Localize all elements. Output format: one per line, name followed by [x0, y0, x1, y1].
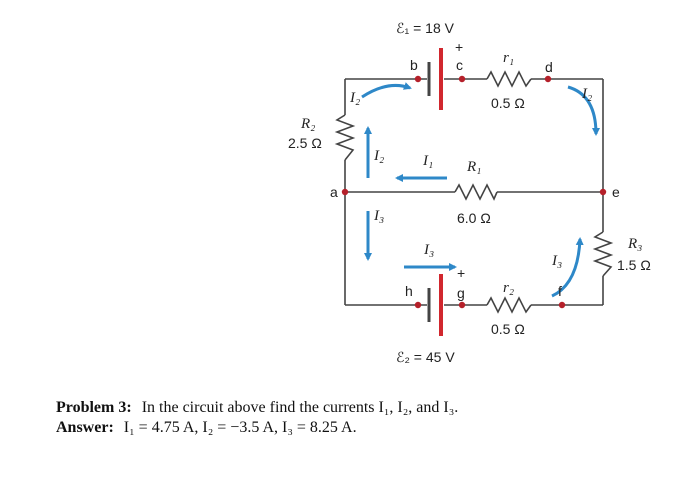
problem-statement [56, 398, 676, 438]
answer-heading: Answer: [56, 419, 114, 436]
node-a-dot [342, 189, 348, 195]
current-label-top-right: I₂ [582, 86, 593, 102]
emf2-label: ℰ₂ = 45 V [396, 349, 455, 365]
node-f-label: f [558, 283, 562, 299]
R3-value: 1.5 Ω [617, 257, 651, 273]
current-label-left-up: I₂ [374, 148, 385, 164]
R1-value: 6.0 Ω [457, 210, 491, 226]
current-label-top-left: I₂ [350, 90, 361, 106]
resistor-R3 [595, 232, 611, 276]
current-label-left-down: I₃ [374, 208, 385, 224]
resistor-r1 [487, 72, 531, 86]
answer-line [56, 418, 676, 438]
current-label-bottom: I₃ [424, 242, 435, 258]
wires [345, 79, 603, 305]
R1-name: R₁ [467, 159, 482, 175]
node-e-dot [600, 189, 606, 195]
r2-value: 0.5 Ω [491, 321, 525, 337]
node-b-dot [415, 76, 421, 82]
emf2-plus: + [457, 265, 466, 281]
node-f-dot [559, 302, 565, 308]
r1-name: r₁ [503, 50, 515, 66]
arrow-top-left [362, 85, 410, 97]
R2-value: 2.5 Ω [288, 135, 322, 151]
r2-name: r₂ [503, 280, 515, 296]
emf1-plus: + [455, 39, 464, 55]
battery-emf2 [429, 274, 441, 336]
emf1-label: ℰ₁ = 18 V [396, 20, 454, 36]
R2-name: R₂ [301, 116, 316, 132]
node-d-label: d [545, 59, 553, 75]
node-e-label: e [612, 184, 620, 200]
node-h-label: h [405, 283, 413, 299]
node-a-label: a [330, 184, 338, 200]
problem-text: In the circuit above find the currents I₁, I₂, and I₃. [141, 399, 459, 416]
resistor-R2 [337, 115, 353, 160]
node-c-label: c [456, 57, 463, 73]
node-c-dot [459, 76, 465, 82]
node-h-dot [415, 302, 421, 308]
current-label-right-up: I₃ [552, 253, 563, 269]
r1-value: 0.5 Ω [491, 95, 525, 111]
problem-heading: Problem 3: [56, 399, 132, 416]
current-label-middle: I₁ [423, 153, 434, 169]
resistor-R1 [455, 185, 497, 199]
problem-line [56, 398, 676, 418]
answer-text: I₁ = 4.75 A, I₂ = −3.5 A, I₃ = 8.25 A. [123, 419, 357, 436]
resistor-r2 [487, 298, 531, 312]
node-g-label: g [457, 285, 465, 301]
R3-name: R₃ [628, 236, 643, 252]
node-g-dot [459, 302, 465, 308]
node-b-label: b [410, 57, 418, 73]
node-d-dot [545, 76, 551, 82]
battery-emf1 [429, 48, 441, 110]
